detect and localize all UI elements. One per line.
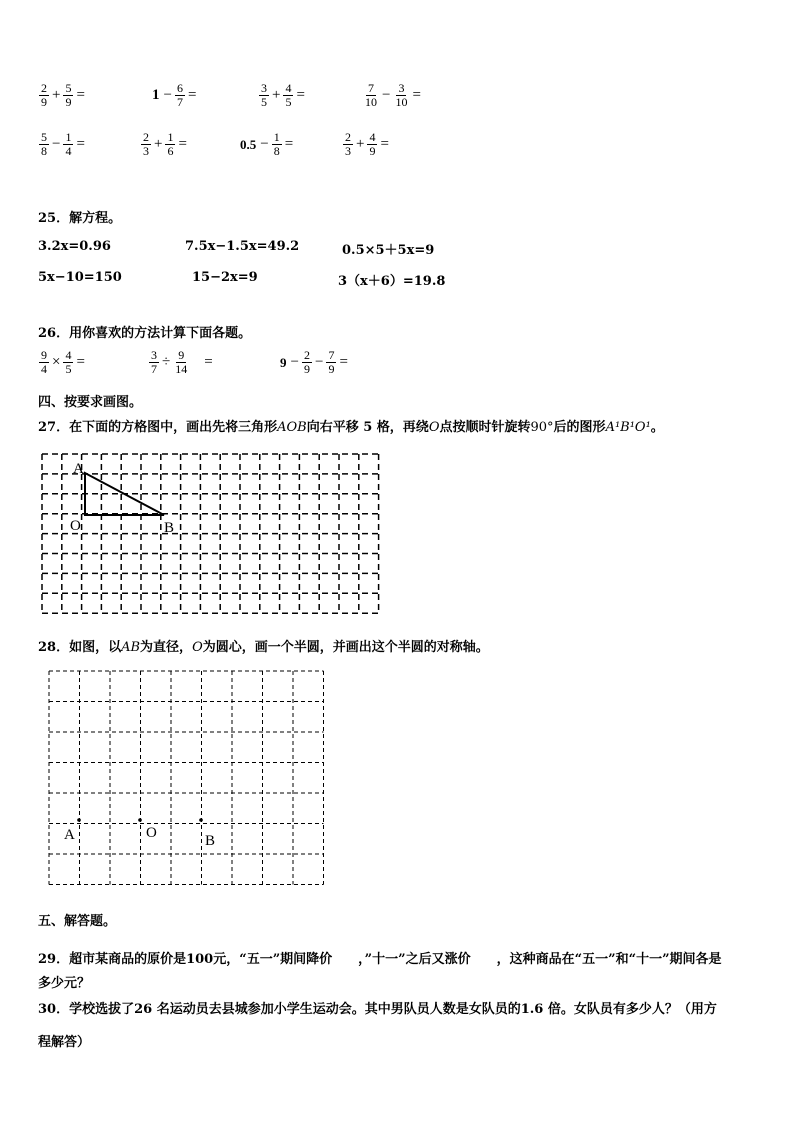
calc-26-2: $\frac{3}{7}$ ÷ $\frac{9}{14}$ = xyxy=(151,348,213,376)
fraction: $\frac{4}{5}$ xyxy=(65,348,72,376)
fraction: $\frac{3}{10}$ xyxy=(395,81,408,109)
q30-line2: 程解答） xyxy=(38,1035,91,1050)
fraction: $\frac{1}{8}$ xyxy=(273,130,280,158)
calc-2: 1 − $\frac{6}{7}$ = xyxy=(152,81,197,109)
calc-5: $\frac{5}{8}$ − $\frac{1}{4}$ = xyxy=(41,130,85,158)
calc-26-3: 9 − $\frac{2}{9}$ − $\frac{7}{9}$ = xyxy=(280,348,348,376)
fraction: $\frac{3}{7}$ xyxy=(151,348,157,376)
q29-line1: 29．超市某商品的原价是100元，“五一”期间降价 ，”十一”之后又涨价 ，这种商品在“五一”和“十一”期间各是 xyxy=(38,952,722,967)
calc-6: $\frac{2}{3}$ + $\frac{1}{6}$ = xyxy=(143,130,187,158)
fraction: $\frac{7}{9}$ xyxy=(328,348,335,376)
calc-3: $\frac{3}{5}$ + $\frac{4}{5}$ = xyxy=(261,81,305,109)
point-o xyxy=(138,818,142,822)
section-4-heading: 四、按要求画图。 xyxy=(38,395,143,410)
fraction: $\frac{9}{4}$ xyxy=(41,348,47,376)
calc-4: $\frac{7}{10}$ − $\frac{3}{10}$ = xyxy=(365,81,421,109)
fraction: $\frac{5}{9}$ xyxy=(65,81,72,109)
equation: 3（x＋6）=19.8 xyxy=(338,274,446,289)
fraction: $\frac{4}{5}$ xyxy=(285,81,292,109)
point-b-label: B xyxy=(205,833,216,849)
equation: 7.5x−1.5x=49.2 xyxy=(185,239,300,254)
fraction: $\frac{4}{9}$ xyxy=(369,130,376,158)
fraction: $\frac{9}{14}$ xyxy=(175,348,188,376)
fraction: $\frac{6}{7}$ xyxy=(176,81,183,109)
point-o-label: O xyxy=(70,518,81,534)
fraction: $\frac{2}{3}$ xyxy=(143,130,149,158)
section-5-heading: 五、解答题。 xyxy=(38,914,117,929)
fraction: $\frac{2}{9}$ xyxy=(303,348,310,376)
calc-1: $\frac{2}{9}$ + $\frac{5}{9}$ = xyxy=(41,81,85,109)
calc-8: $\frac{2}{3}$ + $\frac{4}{9}$ = xyxy=(345,130,389,158)
fraction: $\frac{2}{3}$ xyxy=(345,130,351,158)
fraction: $\frac{5}{8}$ xyxy=(41,130,47,158)
q27-text: 27．在下面的方格图中，画出先将三角形AOB向右平移 5 格，再绕O点按顺时针旋转90°后的图形A¹B¹O¹。 xyxy=(38,420,664,435)
q28-grid-figure xyxy=(46,668,326,886)
q26-title: 26．用你喜欢的方法计算下面各题。 xyxy=(38,326,252,341)
point-b-label: B xyxy=(164,520,175,536)
equation: 3.2x=0.96 xyxy=(38,239,111,254)
q30-line1: 30．学校选拔了26 名运动员去县城参加小学生运动会。其中男队员人数是女队员的1.6 倍。女队员有多少人？（用方 xyxy=(38,1002,717,1017)
fraction: $\frac{1}{4}$ xyxy=(65,130,72,158)
fraction: $\frac{7}{10}$ xyxy=(365,81,377,109)
equation: 5x−10=150 xyxy=(38,270,122,285)
calc-26-1: $\frac{9}{4}$ × $\frac{4}{5}$ = xyxy=(41,348,85,376)
fraction: $\frac{3}{5}$ xyxy=(261,81,267,109)
fraction: $\frac{2}{9}$ xyxy=(41,81,47,109)
point-a xyxy=(77,818,81,822)
q28-text: 28．如图，以AB为直径，O为圆心，画一个半圆，并画出这个半圆的对称轴。 xyxy=(38,640,489,655)
point-o-label: O xyxy=(146,825,157,841)
calc-7: 0.5 − $\frac{1}{8}$ = xyxy=(240,130,294,158)
point-b xyxy=(199,818,203,822)
equation: 15−2x=9 xyxy=(192,270,258,285)
fraction: $\frac{1}{6}$ xyxy=(167,130,174,158)
q25-title: 25．解方程。 xyxy=(38,211,122,226)
q29-line2: 多少元？ xyxy=(38,976,91,991)
point-a-label: A xyxy=(64,827,75,843)
q27-grid-figure xyxy=(40,452,382,616)
equation: 0.5×5＋5x=9 xyxy=(342,243,435,258)
point-a-label: A xyxy=(73,461,84,477)
dashed-grid xyxy=(49,671,324,885)
